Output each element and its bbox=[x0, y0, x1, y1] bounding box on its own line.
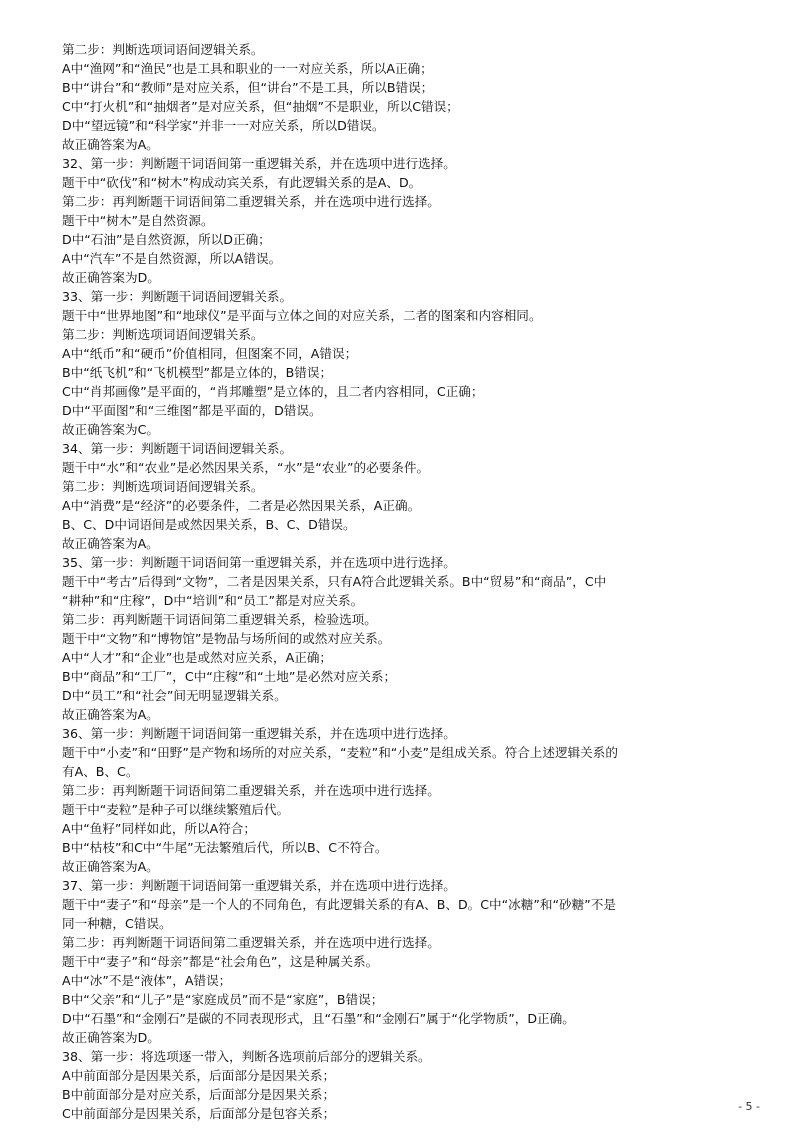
text-line: “耕种”和“庄稼”，D中“培训”和“员工”都是对应关系。 bbox=[62, 593, 364, 608]
text-line: 题干中“妻子”和“母亲”都是“社会角色”，这是种属关系。 bbox=[62, 954, 379, 969]
text-line: 故正确答案为A。 bbox=[62, 859, 159, 874]
text-line: D中“石油”是自然资源，所以D正确； bbox=[62, 232, 271, 247]
text-line: 故正确答案为D。 bbox=[62, 1030, 160, 1045]
text-line: B中“讲台”和“教师”是对应关系，但“讲台”不是工具，所以B错误； bbox=[62, 80, 434, 95]
text-line: B中“枯枝”和C中“牛尾”无法繁殖后代，所以B、C不符合。 bbox=[62, 840, 388, 855]
text-line: D中“员工”和“社会”间无明显逻辑关系。 bbox=[62, 688, 287, 703]
text-line: 题干中“水”和“农业”是必然因果关系，“水”是“农业”的必要条件。 bbox=[62, 460, 430, 475]
text-line: 有A、B、C。 bbox=[62, 764, 139, 779]
text-line: B中“纸飞机”和“飞机模型”都是立体的，B错误； bbox=[62, 365, 333, 380]
text-line: 故正确答案为A。 bbox=[62, 137, 159, 152]
text-line: A中“冰”不是“液体”，A错误； bbox=[62, 973, 232, 988]
text-line: 题干中“砍伐”和“树木”构成动宾关系，有此逻辑关系的是A、D。 bbox=[62, 175, 422, 190]
text-line: D中“望远镜”和“科学家”并非一一对应关系，所以D错误。 bbox=[62, 118, 385, 133]
text-line: 故正确答案为A。 bbox=[62, 707, 159, 722]
text-line: A中“汽车”不是自然资源，所以A错误。 bbox=[62, 251, 282, 266]
text-line: 38、第一步：将选项逐一带入，判断各选项前后部分的逻辑关系。 bbox=[62, 1049, 431, 1064]
text-line: 题干中“考古”后得到“文物”，二者是因果关系，只有A符合此逻辑关系。B中“贸易”和“商品”，C中 bbox=[62, 574, 607, 589]
text-line: C中“肖邦画像”是平面的，“肖邦雕塑”是立体的，且二者内容相同，C正确； bbox=[62, 384, 484, 399]
text-line: 题干中“世界地图”和“地球仪”是平面与立体之间的对应关系，二者的图案和内容相同。 bbox=[62, 308, 542, 323]
document-body bbox=[62, 40, 752, 1123]
text-line: 35、第一步：判断题干词语间第一重逻辑关系，并在选项中进行选择。 bbox=[62, 555, 456, 570]
text-line: 第二步：判断选项词语间逻辑关系。 bbox=[62, 42, 264, 57]
text-line: B中前面部分是对应关系，后面部分是因果关系； bbox=[62, 1087, 336, 1102]
text-line: B、C、D中词语间是或然因果关系，B、C、D错误。 bbox=[62, 517, 356, 532]
text-line: 34、第一步：判断题干词语间逻辑关系。 bbox=[62, 441, 293, 456]
text-line: 第二步：再判断题干词语间第二重逻辑关系，并在选项中进行选择。 bbox=[62, 194, 440, 209]
text-line: A中“消费”是“经济”的必要条件，二者是必然因果关系，A正确。 bbox=[62, 498, 421, 513]
text-line: A中“纸币”和“硬币”价值相同，但图案不同，A错误； bbox=[62, 346, 358, 361]
text-line: A中“人才”和“企业”也是或然对应关系，A正确； bbox=[62, 650, 333, 665]
text-line: 题干中“文物”和“博物馆”是物品与场所间的或然对应关系。 bbox=[62, 631, 391, 646]
text-line: B中“父亲”和“儿子”是“家庭成员”而不是“家庭”，B错误； bbox=[62, 992, 384, 1007]
text-line: B中“商品”和“工厂”，C中“庄稼”和“土地”是必然对应关系； bbox=[62, 669, 397, 684]
text-line: 37、第一步：判断题干词语间第一重逻辑关系，并在选项中进行选择。 bbox=[62, 878, 456, 893]
text-line: 题干中“妻子”和“母亲”是一个人的不同角色，有此逻辑关系的有A、B、D。C中“冰糖”和“砂糖”不是 bbox=[62, 897, 616, 912]
text-line: 故正确答案为C。 bbox=[62, 422, 159, 437]
text-line: A中前面部分是因果关系，后面部分是因果关系； bbox=[62, 1068, 336, 1083]
text-line: 第二步：再判断题干词语间第二重逻辑关系，检验选项。 bbox=[62, 612, 377, 627]
text-line: 故正确答案为D。 bbox=[62, 270, 160, 285]
text-line: 同一种糖，C错误。 bbox=[62, 916, 172, 931]
text-line: 33、第一步：判断题干词语间逻辑关系。 bbox=[62, 289, 293, 304]
text-line: 故正确答案为A。 bbox=[62, 536, 159, 551]
text-line: A中“渔网”和“渔民”也是工具和职业的一一对应关系，所以A正确； bbox=[62, 61, 433, 76]
text-line: C中前面部分是因果关系，后面部分是包容关系； bbox=[62, 1106, 336, 1121]
text-line: 36、第一步：判断题干词语间第一重逻辑关系，并在选项中进行选择。 bbox=[62, 726, 456, 741]
text-line: 题干中“麦粒”是种子可以继续繁殖后代。 bbox=[62, 802, 290, 817]
text-line: 题干中“小麦”和“田野”是产物和场所的对应关系，“麦粒”和“小麦”是组成关系。符合上述逻辑关系的 bbox=[62, 745, 618, 760]
text-line: 第二步：判断选项词语间逻辑关系。 bbox=[62, 327, 264, 342]
text-line: D中“石墨”和“金刚石”是碳的不同表现形式，且“石墨”和“金刚石”属于“化学物质”，D正确。 bbox=[62, 1011, 575, 1026]
text-line: D中“平面图”和“三维图”都是平面的，D错误。 bbox=[62, 403, 322, 418]
text-line: C中“打火机”和“抽烟者”是对应关系，但“抽烟”不是职业，所以C错误； bbox=[62, 99, 459, 114]
text-line: 32、第一步：判断题干词语间第一重逻辑关系，并在选项中进行选择。 bbox=[62, 156, 456, 171]
page-number: - 5 - bbox=[738, 1100, 760, 1113]
text-line: 第二步：再判断题干词语间第二重逻辑关系，并在选项中进行选择。 bbox=[62, 783, 440, 798]
text-line: 第二步：再判断题干词语间第二重逻辑关系，并在选项中进行选择。 bbox=[62, 935, 440, 950]
text-line: A中“鱼籽”同样如此，所以A符合； bbox=[62, 821, 256, 836]
text-line: 第二步：判断选项词语间逻辑关系。 bbox=[62, 479, 264, 494]
text-line: 题干中“树木”是自然资源。 bbox=[62, 213, 214, 228]
